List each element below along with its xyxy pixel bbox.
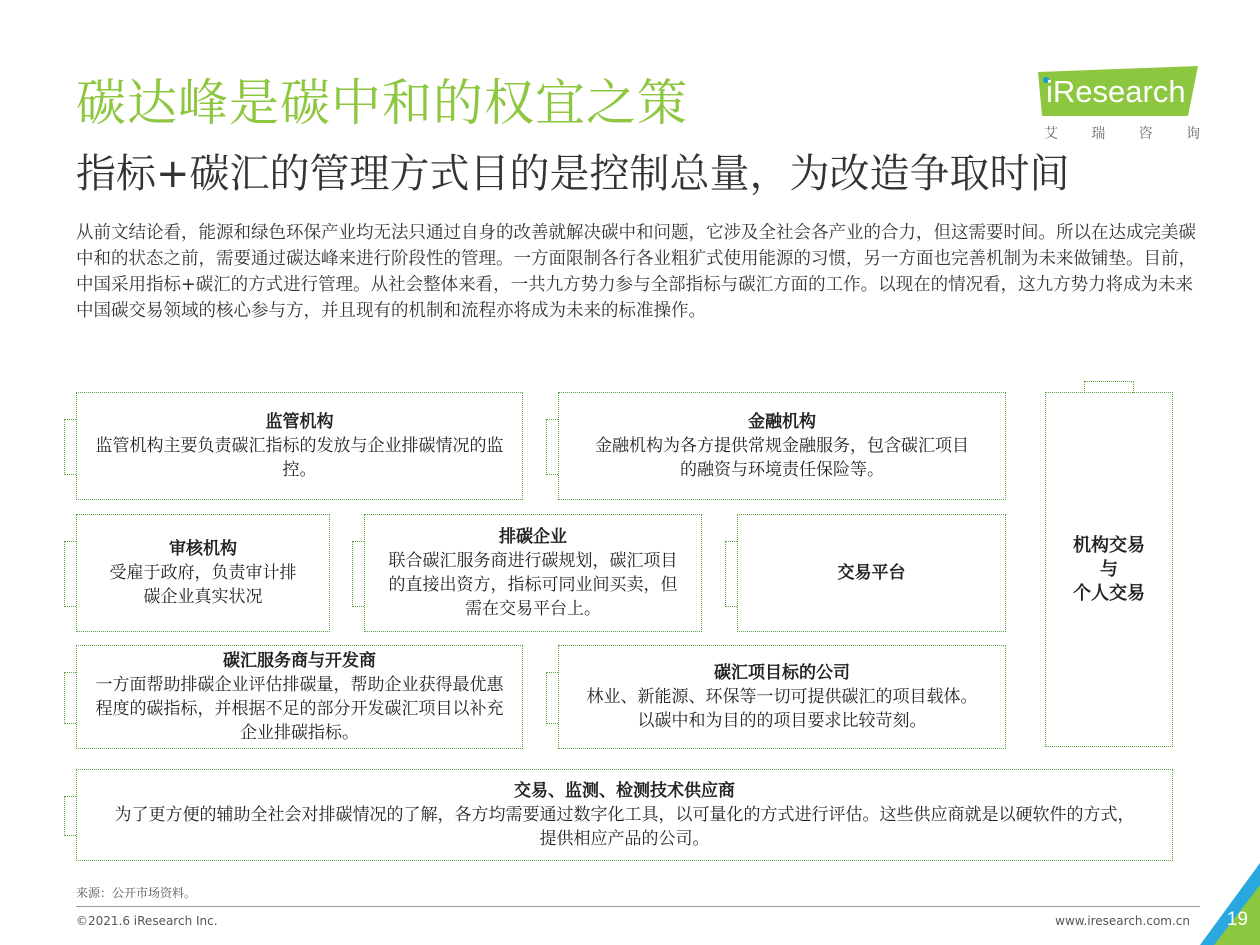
- regulator-box: [76, 392, 523, 500]
- intro-paragraph: 从前文结论看，能源和绿色环保产业均无法只通过自身的改善就解决碳中和问题，它涉及全社会各产业的合力，但这需要时间。所以在达成完美碳中和的状态之前，需要通过碳达峰来进行阶段性的管理。一方面限制各行各业粗犷式使用能源的习惯，另一方面也完善机制为未来做铺垫。目前，中国采用指标+碳汇的方式进行管理。从社会整体来看，一共九方势力参与全部指标与碳汇方面的工作。以现在的情况看，这九方势力将成为未来中国碳交易领域的核心参与方，并且现有的机制和流程亦将成为未来的标准操作。: [76, 223, 1196, 321]
- page-title: 碳达峰是碳中和的权宜之策: [76, 74, 688, 132]
- audit-title: 审核机构: [169, 539, 237, 559]
- audit-text: 受雇于政府，负责审计排碳企业真实状况: [109, 563, 297, 607]
- tech-supplier-text: 为了更方便的辅助全社会对排碳情况的了解，各方均需要通过数字化工具，以可量化的方式进行评估。这些供应商就是以硬软件的方式，提供相应产品的公司。: [114, 805, 1135, 849]
- platform-box: [737, 514, 1006, 632]
- target-company-text: 林业、新能源、环保等一切可提供碳汇的项目载体。以碳中和为目的的项目要求比较苛刻。: [586, 687, 978, 731]
- logo-char: 艾: [1044, 126, 1058, 142]
- trading-box: [1045, 392, 1173, 747]
- website-link: www.iresearch.com.cn: [1055, 914, 1190, 928]
- developer-title: 碳汇服务商与开发商: [223, 651, 376, 671]
- logo-char: 询: [1185, 126, 1200, 142]
- emitter-title: 排碳企业: [499, 527, 567, 547]
- page-subtitle: 指标+碳汇的管理方式目的是控制总量，为改造争取时间: [76, 151, 1070, 197]
- logo-char: 瑞: [1091, 126, 1106, 142]
- tech-supplier-box: [76, 769, 1173, 861]
- logo-char: 咨: [1138, 126, 1153, 142]
- developer-text: 一方面帮助排碳企业评估排碳量，帮助企业获得最优惠程度的碳指标，并根据不足的部分开发碳汇项目以补充企业排碳指标。: [95, 675, 504, 743]
- trading-line: 机构交易: [1073, 534, 1145, 556]
- platform-title: 交易平台: [837, 563, 906, 583]
- developer-box: [76, 645, 523, 749]
- tech-supplier-title: 交易、监测、检测技术供应商: [514, 781, 735, 801]
- finance-box: [558, 392, 1006, 500]
- target-company-box: [558, 645, 1006, 749]
- iresearch-logo: [1038, 66, 1198, 148]
- logo-wordmark: iResearch: [1046, 74, 1186, 109]
- emitter-text: 联合碳汇服务商进行碳规划，碳汇项目的直接出资方，指标可同业间买卖，但需在交易平台上。: [388, 551, 678, 619]
- trading-line: 与: [1100, 558, 1118, 580]
- trading-line: 个人交易: [1073, 582, 1145, 604]
- footer-divider: [76, 906, 1200, 907]
- logo-chinese: [1044, 123, 1200, 143]
- source-note: 来源：公开市场资料。: [76, 886, 197, 900]
- audit-box: [76, 514, 330, 632]
- trading-label: [1073, 534, 1145, 606]
- copyright: ©2021.6 iResearch Inc.: [76, 914, 218, 928]
- emitter-box: [364, 514, 702, 632]
- target-company-title: 碳汇项目标的公司: [714, 663, 850, 683]
- finance-title: 金融机构: [748, 412, 816, 432]
- regulator-text: 监管机构主要负责碳汇指标的发放与企业排碳情况的监控。: [95, 436, 504, 480]
- page-number: 19: [1226, 909, 1248, 930]
- page-corner-decoration: [1200, 863, 1260, 945]
- finance-text: 金融机构为各方提供常规金融服务，包含碳汇项目的融资与环境责任保险等。: [595, 436, 969, 480]
- regulator-title: 监管机构: [265, 412, 334, 432]
